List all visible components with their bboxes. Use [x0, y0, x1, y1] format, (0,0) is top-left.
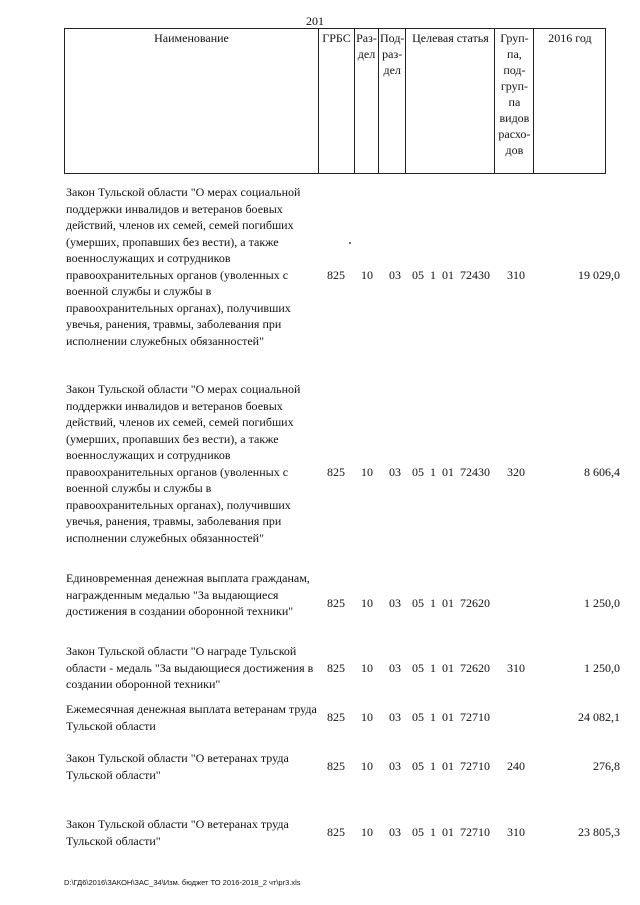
row-podrazdel: 03 [389, 710, 401, 724]
row-name: Ежемесячная денежная выплата ветеранам труда Тульской области [66, 702, 317, 733]
row-target: 05 1 01 72710 [412, 710, 490, 724]
row-razdel: 10 [361, 268, 373, 282]
row-amount: 1 250,0 [584, 661, 620, 675]
table-header [64, 28, 606, 174]
row-name: Закон Тульской области "О мерах социальной поддержки инвалидов и ветеранов боевых действий, членов их семей, семей погибших (умерших, пропавших без вести), а также военнослужащих и сотрудников правоохранительных органов (уволенных с военной службы и службы в правоохранительных органах), получивших увечья, ранения, травмы, заболевания при исполнении служебных обязанностей" [66, 185, 301, 348]
row-grbs: 825 [327, 759, 345, 773]
row-target: 05 1 01 72430 [412, 465, 490, 479]
row-podrazdel: 03 [389, 268, 401, 282]
header-name: Наименование [65, 29, 319, 174]
page-number: 201 [306, 14, 324, 28]
row-amount: 24 082,1 [578, 710, 620, 724]
header-target: Целевая статья [406, 29, 495, 174]
row-razdel: 10 [361, 825, 373, 839]
table-row [0, 701, 620, 735]
row-grbs: 825 [327, 825, 345, 839]
row-name: Единовременная денежная выплата гражданам, награжденным медалью "За выдающиеся достижения в создании оборонной техники" [66, 571, 310, 618]
row-target: 05 1 01 72430 [412, 268, 490, 282]
row-grbs: 825 [327, 268, 345, 282]
row-name: Закон Тульской области "О ветеранах труда Тульской области" [66, 751, 289, 782]
row-grbs: 825 [327, 465, 345, 479]
row-name: Закон Тульской области "О мерах социальной поддержки инвалидов и ветеранов боевых действий, членов их семей, семей погибших (умерших, пропавших без вести), а также военнослужащих и сотрудников правоохранительных органов (уволенных с военной службы и службы в правоохранительных органах), получивших увечья, ранения, травмы, заболевания при исполнении служебных обязанностей" [66, 382, 301, 545]
row-podrazdel: 03 [389, 596, 401, 610]
header-grbs: ГРБС [319, 29, 355, 174]
row-grbs: 825 [327, 661, 345, 675]
file-path-footer: D:\ГД6\2016\ЗАКОН\ЗАС_34\Изм. бюджет ТО 2016-2018_2 чт\pr3.xls [64, 878, 301, 887]
header-podrazdel: Под- раз- дел [379, 29, 406, 174]
row-group: 310 [507, 661, 525, 675]
row-podrazdel: 03 [389, 825, 401, 839]
table-row [0, 750, 620, 784]
row-target: 05 1 01 72710 [412, 759, 490, 773]
row-razdel: 10 [361, 465, 373, 479]
row-amount: 19 029,0 [578, 268, 620, 282]
row-group: 320 [507, 465, 525, 479]
row-target: 05 1 01 72620 [412, 596, 490, 610]
row-group: 240 [507, 759, 525, 773]
table-row [0, 643, 620, 693]
table-row [0, 381, 620, 565]
row-group: 310 [507, 825, 525, 839]
row-grbs: 825 [327, 596, 345, 610]
row-podrazdel: 03 [389, 759, 401, 773]
row-razdel: 10 [361, 596, 373, 610]
row-amount: 1 250,0 [584, 596, 620, 610]
row-group: 310 [507, 268, 525, 282]
row-name: Закон Тульской области "О ветеранах труда Тульской области" [66, 817, 289, 848]
row-podrazdel: 03 [389, 465, 401, 479]
header-razdel: Раз- дел [355, 29, 379, 174]
header-group: Груп- па, под- груп- па видов расхо- дов [495, 29, 534, 174]
row-razdel: 10 [361, 710, 373, 724]
row-name: Закон Тульской области "О награде Тульской области - медаль "За выдающиеся достижения в создании оборонной техники" [66, 644, 314, 691]
row-amount: 23 805,3 [578, 825, 620, 839]
row-target: 05 1 01 72710 [412, 825, 490, 839]
row-target: 05 1 01 72620 [412, 661, 490, 675]
row-razdel: 10 [361, 759, 373, 773]
row-amount: 8 606,4 [584, 465, 620, 479]
row-amount: 276,8 [593, 759, 620, 773]
table-row [0, 816, 620, 850]
row-razdel: 10 [361, 661, 373, 675]
table-row [0, 570, 620, 636]
table-row [0, 184, 620, 368]
row-grbs: 825 [327, 710, 345, 724]
row-podrazdel: 03 [389, 661, 401, 675]
header-year: 2016 год [534, 29, 606, 174]
